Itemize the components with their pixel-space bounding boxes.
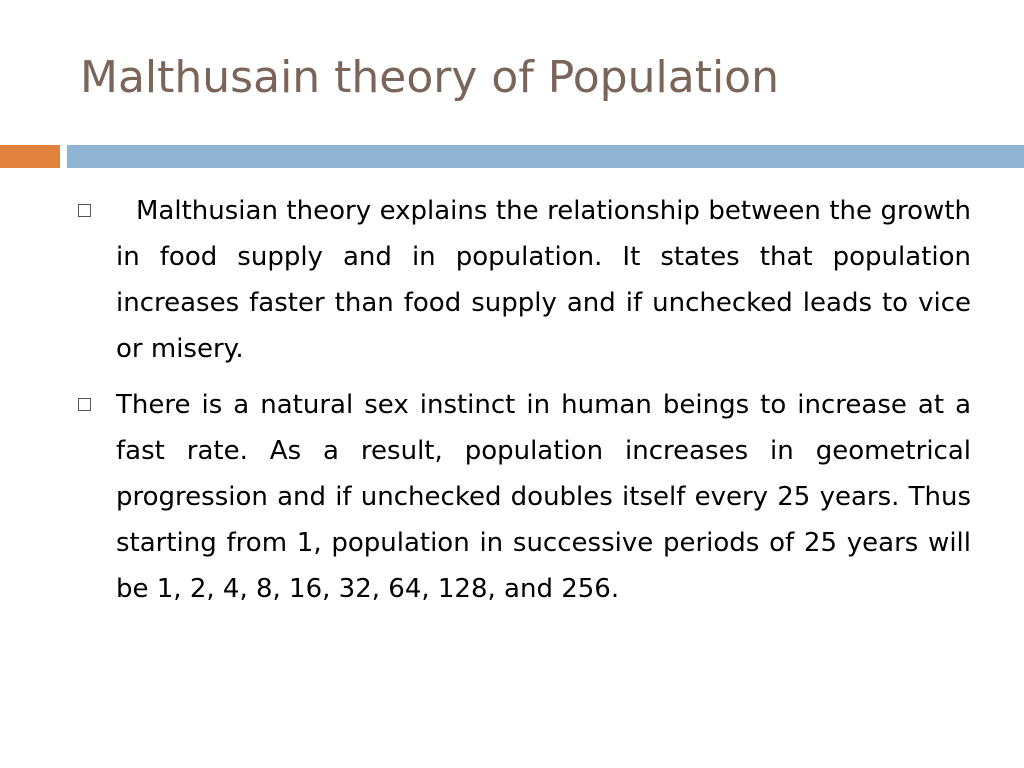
slide-title: Malthusain theory of Population (80, 52, 779, 103)
bullet-item (78, 188, 971, 372)
accent-bar (0, 145, 60, 168)
bullet-text: There is a natural sex instinct in human beings to increase at a fast rate. As a result, population increases in geometrical progression and if unchecked doubles itself every 25 years. Thus starting from 1, population in successive periods of 25 years will be 1, 2, 4, 8, 16, 32, 64, 128, and 256. (116, 390, 971, 604)
bullet-text: Malthusian theory explains the relationship between the growth in food supply and in population. It states that population increases faster than food supply and if unchecked leads to vice or misery. (116, 196, 971, 364)
square-bullet-icon (78, 398, 91, 411)
title-divider-bar (67, 145, 1024, 168)
square-bullet-icon (78, 204, 91, 217)
bullet-list (78, 188, 971, 622)
bullet-item (78, 382, 971, 612)
